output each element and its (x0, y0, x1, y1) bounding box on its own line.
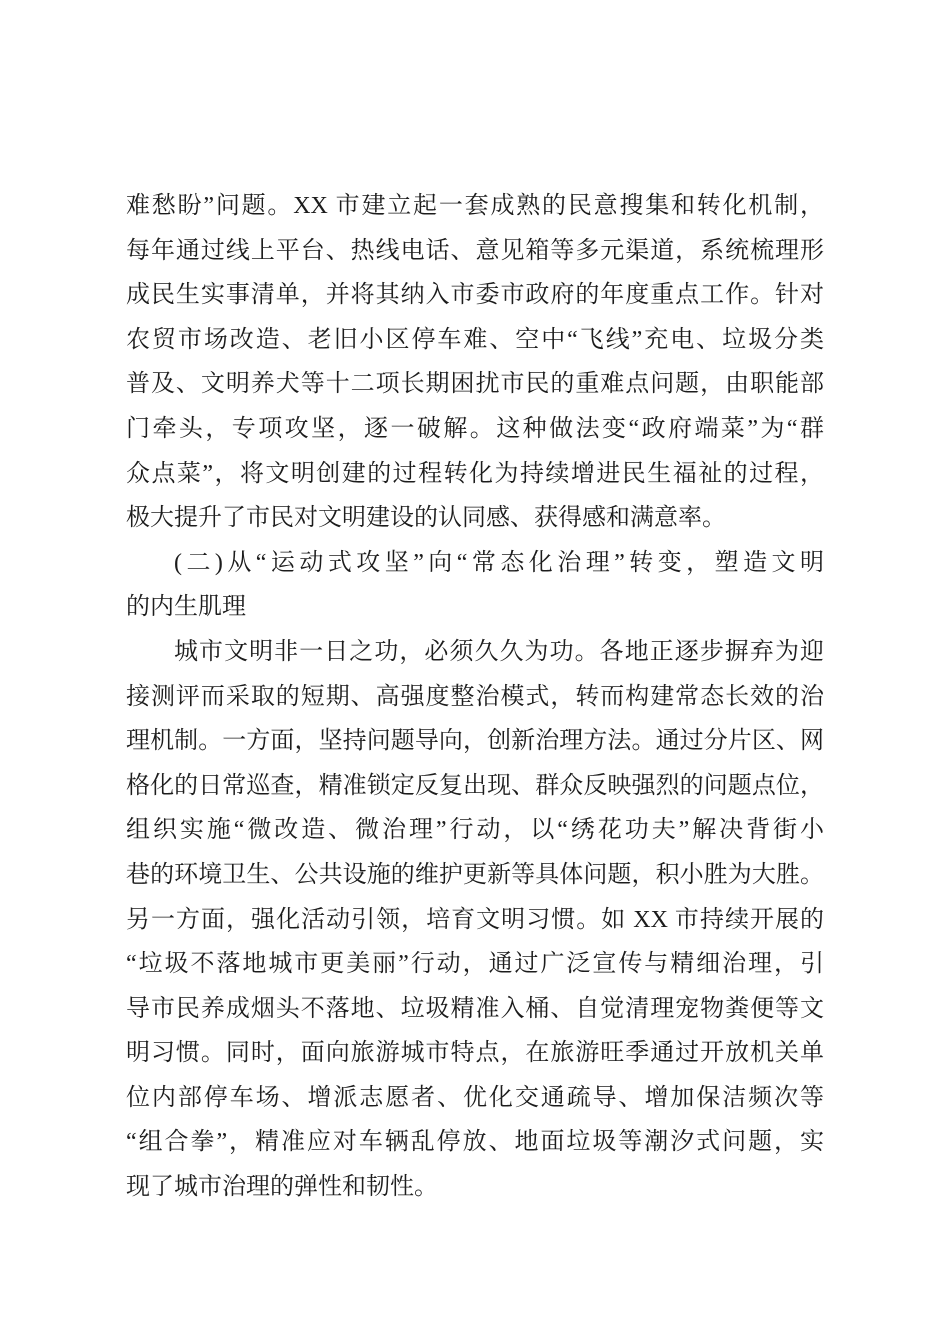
text-line: 巷的环境卫生、公共设施的维护更新等具体问题，积小胜为大胜。 (126, 861, 824, 888)
text-line: 理机制。一方面，坚持问题导向，创新治理方法。通过分片区、网 (126, 728, 824, 755)
body-text-block (126, 184, 824, 1210)
text-line: 农贸市场改造、老旧小区停车难、空中“飞线”充电、垃圾分类 (126, 326, 824, 353)
text-line: 成民生实事清单，并将其纳入市委市政府的年度重点工作。针对 (126, 282, 824, 309)
text-line: 导市民养成烟头不落地、垃圾精准入桶、自觉清理宠物粪便等文 (126, 995, 824, 1022)
text-line: “垃圾不落地城市更美丽”行动，通过广泛宣传与精细治理，引 (126, 951, 824, 978)
text-line: 门牵头，专项攻坚，逐一破解。这种做法变“政府端菜”为“群 (126, 415, 824, 442)
text-line-paragraph-start: 城市文明非一日之功，必须久久为功。各地正逐步摒弃为迎 (174, 638, 824, 665)
text-line-paragraph-end: 现了城市治理的弹性和韧性。 (126, 1174, 438, 1201)
section-heading-line-end: 的内生肌理 (126, 594, 246, 621)
text-line-paragraph-end: 极大提升了市民对文明建设的认同感、获得感和满意率。 (126, 505, 726, 532)
text-line: 另一方面，强化活动引领，培育文明习惯。如 XX 市持续开展的 (126, 906, 824, 933)
text-line: 组织实施“微改造、微治理”行动，以“绣花功夫”解决背街小 (126, 817, 824, 844)
text-line: 明习惯。同时，面向旅游城市特点，在旅游旺季通过开放机关单 (126, 1040, 824, 1067)
text-line: 每年通过线上平台、热线电话、意见箱等多元渠道，系统梳理形 (126, 237, 824, 264)
section-heading-line: (二)从“运动式攻坚”向“常态化治理”转变，塑造文明 (174, 549, 824, 576)
text-line: 普及、文明养犬等十二项长期困扰市民的重难点问题，由职能部 (126, 371, 824, 398)
text-line: 接测评而采取的短期、高强度整治模式，转而构建常态长效的治 (126, 683, 824, 710)
text-line: 格化的日常巡查，精准锁定反复出现、群众反映强烈的问题点位， (126, 772, 824, 799)
text-line: “组合拳”，精准应对车辆乱停放、地面垃圾等潮汐式问题，实 (126, 1129, 824, 1156)
text-line: 难愁盼”问题。XX 市建立起一套成熟的民意搜集和转化机制， (126, 193, 824, 219)
text-line: 众点菜”，将文明创建的过程转化为持续增进民生福祉的过程， (126, 460, 824, 487)
text-line: 位内部停车场、增派志愿者、优化交通疏导、增加保洁频次等 (126, 1084, 824, 1111)
